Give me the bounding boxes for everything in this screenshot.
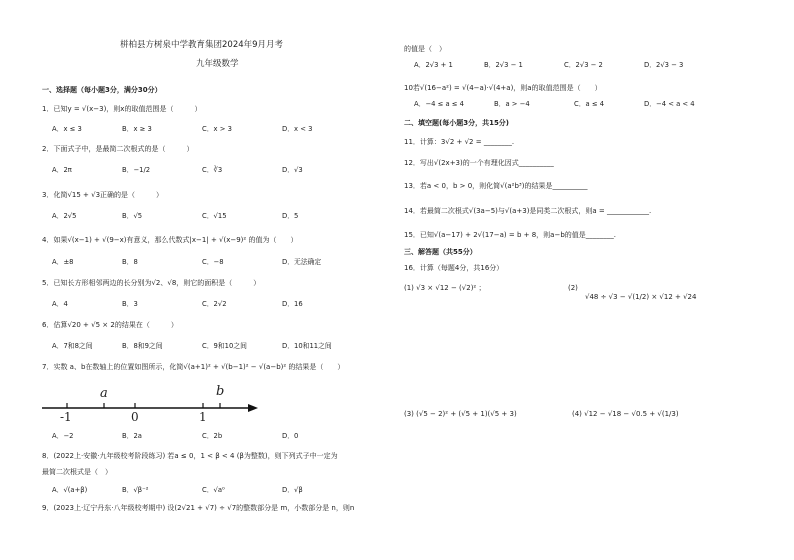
question-1: 1．已知y = √(x−3)，则x的取值范围是（ ） bbox=[42, 105, 202, 113]
q8-option-a: A．√(a+β) bbox=[52, 486, 88, 494]
q4-option-c: C．−8 bbox=[202, 258, 224, 266]
q9-option-c: C．2√3 − 2 bbox=[564, 61, 603, 69]
q8-option-d: D．√β bbox=[282, 486, 303, 494]
question-13: 13．若a < 0，b > 0，则化简√(a²b³)的结果是__________ bbox=[404, 182, 588, 190]
q10-option-c: C．a ≤ 4 bbox=[574, 100, 605, 108]
q2-option-a: A．2π bbox=[52, 166, 72, 174]
q10-option-a: A．−4 ≤ a ≤ 4 bbox=[414, 100, 464, 108]
q10-option-b: B．a > −4 bbox=[494, 100, 530, 108]
question-12: 12．写出√(2x+3)的一个有理化因式__________ bbox=[404, 159, 554, 167]
question-9-cont: 的值是（ ） bbox=[404, 45, 446, 53]
q5-option-d: D．16 bbox=[282, 300, 303, 308]
question-16-4: (4) √12 − √18 − √0.5 + √(1/3) bbox=[572, 410, 679, 418]
question-16-2-label: (2) bbox=[568, 284, 578, 292]
question-9: 9．(2023上·辽宁丹东·八年级校考期中) 设(2√21 + √7) ÷ √7的整数部分是 m，小数部分是 n，则n bbox=[42, 504, 355, 512]
question-10: 10若√(16−a²) = √(4−a)·√(4+a)，则a的取值范围是（ ） bbox=[404, 84, 602, 92]
exam-title: 栟柏县方树泉中学教育集团2024年9月月考 bbox=[120, 40, 284, 50]
axis-label-b: b bbox=[216, 384, 225, 399]
q3-option-d: D．5 bbox=[282, 212, 299, 220]
q2-option-b: B．−1/2 bbox=[122, 166, 151, 174]
q9-option-d: D．2√3 − 3 bbox=[644, 61, 684, 69]
q1-option-c: C．x > 3 bbox=[202, 125, 232, 133]
question-6: 6．估算√20 + √5 × 2的结果在（ ） bbox=[42, 321, 178, 329]
q7-option-a: A．−2 bbox=[52, 432, 74, 440]
q7-option-c: C．2b bbox=[202, 432, 223, 440]
axis-label-minus-one: -1 bbox=[60, 410, 72, 424]
question-4: 4．如果√(x−1) + √(9−x)有意义，那么代数式|x−1| + √(x−9)² 的值为（ ） bbox=[42, 236, 298, 244]
q6-option-c: C．9和10之间 bbox=[202, 342, 247, 350]
question-7: 7．实数 a、b在数轴上的位置如图所示，化简√(a+1)² + √(b−1)² − √(a−b)² 的结果是（ ） bbox=[42, 363, 345, 371]
q4-option-d: D．无法确定 bbox=[282, 258, 322, 266]
q8-option-b: B．√β⁻² bbox=[122, 486, 149, 494]
q5-option-a: A．4 bbox=[52, 300, 68, 308]
question-16-2: √48 ÷ √3 − √(1/2) × √12 + √24 bbox=[585, 293, 697, 301]
q6-option-a: A．7和8之间 bbox=[52, 342, 93, 350]
question-11: 11．计算：3√2 + √2 = ________. bbox=[404, 138, 515, 146]
q10-option-d: D．−4 < a < 4 bbox=[644, 100, 695, 108]
exam-subtitle: 九年级数学 bbox=[196, 59, 239, 69]
q4-option-b: B．8 bbox=[122, 258, 138, 266]
number-line-arrow bbox=[248, 404, 258, 412]
q6-option-d: D．10和11之间 bbox=[282, 342, 332, 350]
q5-option-b: B．3 bbox=[122, 300, 138, 308]
question-15: 15．已知√(a−17) + 2√(17−a) = b + 8，则a−b的值是________. bbox=[404, 231, 616, 239]
section-1-heading: 一、选择题（每小题3分，满分30分） bbox=[42, 86, 162, 94]
q5-option-c: C．2√2 bbox=[202, 300, 227, 308]
section-2-heading: 二、填空题(每小题3分，共15分) bbox=[404, 119, 510, 127]
q7-option-b: B．2a bbox=[122, 432, 142, 440]
q3-option-b: B．√5 bbox=[122, 212, 143, 220]
question-16: 16．计算（每题4分，共16分） bbox=[404, 264, 504, 272]
q8-option-c: C．√a⁰ bbox=[202, 486, 225, 494]
q1-option-b: B．x ≥ 3 bbox=[122, 125, 152, 133]
q2-option-d: D．√3 bbox=[282, 166, 303, 174]
section-3-heading: 三、解答题（共55分） bbox=[404, 248, 477, 256]
question-8: 8．(2022上·安徽·九年级校考阶段练习) 若a ≤ 0，1 < β < 4 (β为整数)，则下列式子中一定为 bbox=[42, 452, 338, 460]
question-8-cont: 最简二次根式是（ ） bbox=[42, 468, 112, 476]
question-2: 2．下面式子中，是最简二次根式的是（ ） bbox=[42, 145, 194, 153]
question-3: 3．化简√15 + √3正确的是（ ） bbox=[42, 191, 164, 199]
question-16-3: (3) (√5 − 2)² + (√5 + 1)(√5 + 3) bbox=[404, 410, 517, 418]
q3-option-a: A．2√5 bbox=[52, 212, 77, 220]
q3-option-c: C．√15 bbox=[202, 212, 227, 220]
question-14: 14．若最简二次根式√(3a−5)与√(a+3)是同类二次根式，则a = ____________. bbox=[404, 207, 652, 215]
q9-option-a: A．2√3 + 1 bbox=[414, 61, 453, 69]
q4-option-a: A．±8 bbox=[52, 258, 74, 266]
q7-option-d: D．0 bbox=[282, 432, 299, 440]
q1-option-d: D．x < 3 bbox=[282, 125, 313, 133]
axis-label-zero: 0 bbox=[131, 410, 139, 424]
axis-label-one: 1 bbox=[199, 410, 207, 424]
question-16-1: (1) √3 × √12 − (√2)² ； bbox=[404, 284, 486, 292]
q9-option-b: B．2√3 − 1 bbox=[484, 61, 523, 69]
q2-option-c: C．∛3 bbox=[202, 166, 223, 174]
axis-label-a: a bbox=[100, 386, 108, 401]
question-5: 5．已知长方形相邻两边的长分别为√2、√8，则它的面积是（ ） bbox=[42, 279, 261, 287]
q1-option-a: A．x ≤ 3 bbox=[52, 125, 82, 133]
q6-option-b: B．8和9之间 bbox=[122, 342, 163, 350]
